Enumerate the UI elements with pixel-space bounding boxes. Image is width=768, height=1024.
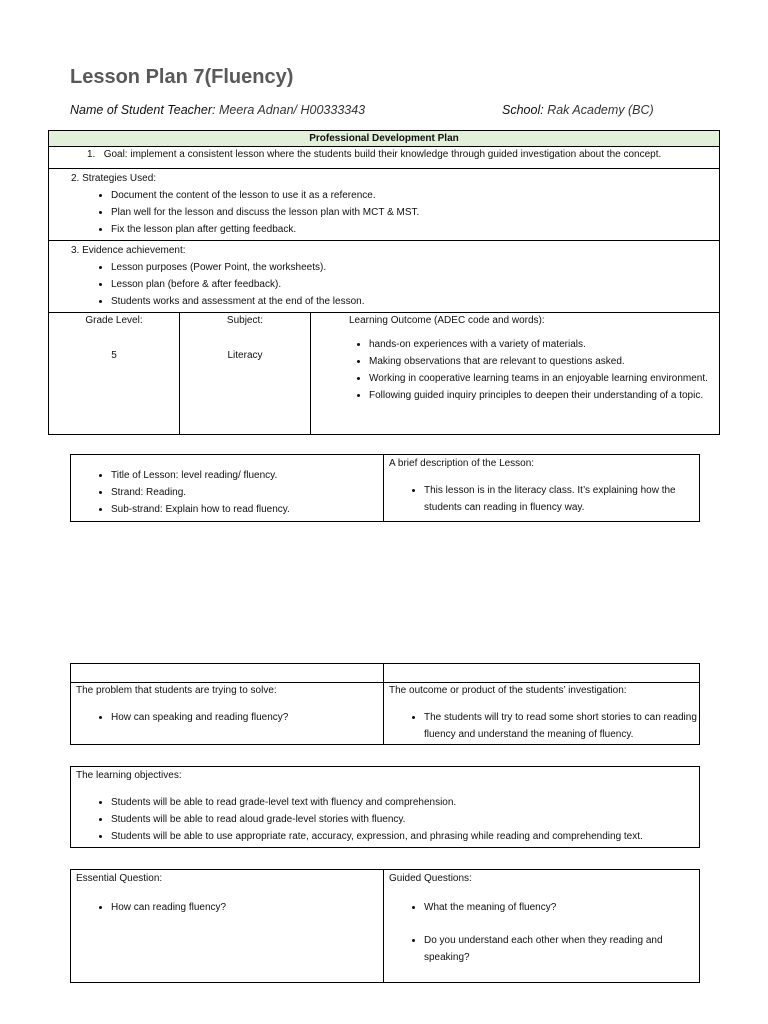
guided-item: • Do you understand each other when they reading and speaking? [424,932,699,966]
objective-item: • Students will be able to read grade-level text with fluency and comprehension. [111,794,699,811]
problem-cell [71,664,384,744]
objectives-heading: The learning objectives: [76,770,182,781]
objective-item: • Students will be able to read aloud grade-level stories with fluency. [111,811,699,828]
guided-item: • What the meaning of fluency? [424,899,699,916]
objective-item: • Students will be able to use appropriate rate, accuracy, expression, and phrasing while reading and comprehending text. [111,828,699,845]
school-label: School: [502,103,544,117]
learning-objectives-box [70,766,700,848]
strategy-item: • Document the content of the lesson to use it as a reference. [111,187,713,204]
lesson-title-item [111,467,383,484]
description-heading: A brief description of the Lesson: [389,458,535,469]
description-item: • This lesson is in the literacy class. It’s explaining how the students can reading in fluency way. [424,482,699,516]
problem-outcome-box [70,663,700,745]
subject-cell [180,313,311,435]
subject-label: Subject: [226,315,264,326]
page-title: Lesson Plan 7(Fluency) [70,66,294,88]
outcome-label: Learning Outcome (ADEC code and words): [349,315,545,326]
strategies-row [49,169,720,241]
goal-row [49,147,720,169]
evidence-title: 3. Evidence achievement: [71,245,186,256]
essential-heading: Essential Question: [76,873,163,884]
outcome-item: • Following guided inquiry principles to deepen their understanding of a topic. [369,387,713,404]
grade-label: Grade Level: [85,315,143,326]
lesson-title-label: Title of Lesson: [111,470,179,481]
essential-question-cell [71,870,384,982]
guided-heading: Guided Questions: [389,873,472,884]
outcome-item: • Making observations that are relevant to questions asked. [369,353,713,370]
strand-value: Reading. [146,487,187,498]
evidence-item: • Students works and assessment at the end of the lesson. [111,293,713,310]
goal-label: Goal: [103,149,128,160]
grade-cell [49,313,180,435]
outcome-product-item: • The students will try to read some short stories to can reading fluency and understand the meaning of fluency. [424,709,699,743]
essential-item: • How can reading fluency? [111,899,383,916]
teacher-label: Name of Student Teacher: [70,103,216,117]
lesson-description [384,455,699,521]
substrand-item [111,501,383,518]
school-value: Rak Academy (BC) [547,103,654,117]
questions-box [70,869,700,983]
subject-value: Literacy [227,350,263,361]
lesson-info-box [70,454,700,522]
student-teacher-line [70,103,365,117]
strategy-item: • Fix the lesson plan after getting feedback. [111,221,713,238]
pdp-heading: Professional Development Plan [49,131,720,147]
outcome-item: • Working in cooperative learning teams in an enjoyable learning environment. [369,370,713,387]
goal-text: implement a consistent lesson where the students build their knowledge through guided investigation about the concept. [130,149,662,160]
substrand-value: Explain how to read fluency. [165,504,290,515]
strand-item [111,484,383,501]
problem-heading: The problem that students are trying to solve: [76,685,277,696]
outcome-product-heading: The outcome or product of the students’ investigation: [389,685,627,696]
outcome-product-cell [384,664,699,744]
strand-label: Strand: [111,487,144,498]
strategy-item: • Plan well for the lesson and discuss the lesson plan with MCT & MST. [111,204,713,221]
evidence-item: • Lesson purposes (Power Point, the worksheets). [111,259,713,276]
evidence-item: • Lesson plan (before & after feedback). [111,276,713,293]
problem-item: • How can speaking and reading fluency? [111,709,383,726]
evidence-row [49,241,720,313]
substrand-label: Sub-strand: [111,504,163,515]
professional-development-plan-table [48,130,720,435]
strategies-title: 2. Strategies Used: [71,173,157,184]
grade-value: 5 [111,350,117,361]
outcome-item: • hands-on experiences with a variety of materials. [369,336,713,353]
teacher-value: Meera Adnan/ H00333343 [218,103,366,117]
goal-number: 1. [87,149,96,160]
lesson-title-value: level reading/ fluency. [181,470,278,481]
guided-questions-cell [384,870,699,982]
lesson-info-left [71,455,384,521]
school-line [502,103,654,117]
outcome-cell [311,313,720,435]
